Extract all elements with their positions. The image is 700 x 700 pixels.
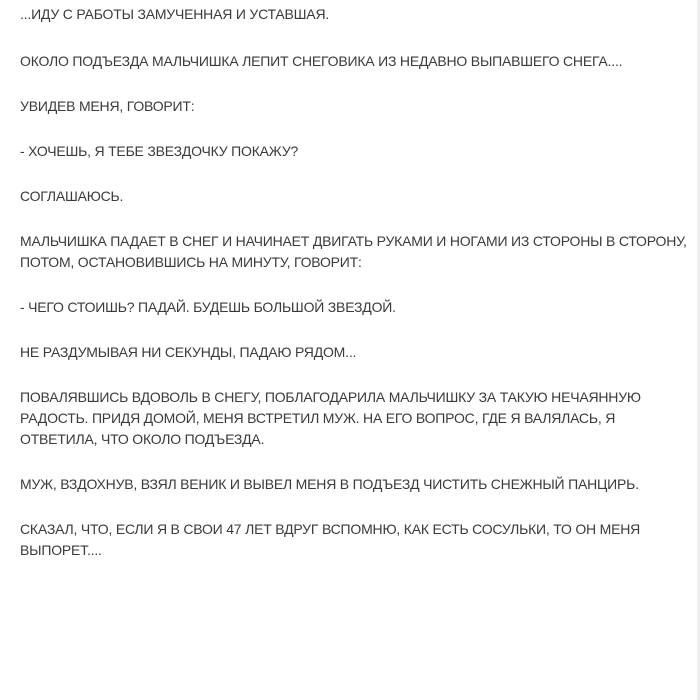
paragraph-11: СКАЗАЛ, ЧТО, ЕСЛИ Я В СВОИ 47 ЛЕТ ВДРУГ ВСПОМНЮ, КАК ЕСТЬ СОСУЛЬКИ, ТО ОН МЕНЯ ВЫПОРЕТ.... [20,521,641,558]
paragraph-6: МАЛЬЧИШКА ПАДАЕТ В СНЕГ И НАЧИНАЕТ ДВИГАТЬ РУКАМИ И НОГАМИ ИЗ СТОРОНЫ В СТОРОНУ, ПОТОМ, ОСТАНОВИВШИСЬ НА МИНУТУ, ГОВОРИТ: [20,233,687,270]
paragraph-2: ОКОЛО ПОДЪЕЗДА МАЛЬЧИШКА ЛЕПИТ СНЕГОВИКА ИЗ НЕДАВНО ВЫПАВШЕГО СНЕГА.... [20,53,623,69]
paragraph-7: - ЧЕГО СТОИШЬ? ПАДАЙ. БУДЕШЬ БОЛЬШОЙ ЗВЕЗДОЙ. [20,299,396,315]
post-text [20,4,690,585]
paragraph-1: ...ИДУ С РАБОТЫ ЗАМУЧЕННАЯ И УСТАВШАЯ. [20,6,330,22]
paragraph-5: СОГЛАШАЮСЬ. [20,188,124,204]
paragraph-3: УВИДЕВ МЕНЯ, ГОВОРИТ: [20,98,195,114]
paragraph-4: - ХОЧЕШЬ, Я ТЕБЕ ЗВЕЗДОЧКУ ПОКАЖУ? [20,143,299,159]
paragraph-8: НЕ РАЗДУМЫВАЯ НИ СЕКУНДЫ, ПАДАЮ РЯДОМ... [20,344,357,360]
paragraph-10: МУЖ, ВЗДОХНУВ, ВЗЯЛ ВЕНИК И ВЫВЕЛ МЕНЯ В ПОДЪЕЗД ЧИСТИТЬ СНЕЖНЫЙ ПАНЦИРЬ. [20,476,639,492]
paragraph-9: ПОВАЛЯВШИСЬ ВДОВОЛЬ В СНЕГУ, ПОБЛАГОДАРИЛА МАЛЬЧИШКУ ЗА ТАКУЮ НЕЧАЯННУЮ РАДОСТЬ. ПРИДЯ ДОМОЙ, МЕНЯ ВСТРЕТИЛ МУЖ. НА ЕГО ВОПРОС, ГДЕ Я ВАЛЯЛАСЬ, Я ОТВЕТИЛА, ЧТО ОКОЛО ПОДЪЕЗДА. [20,389,641,447]
